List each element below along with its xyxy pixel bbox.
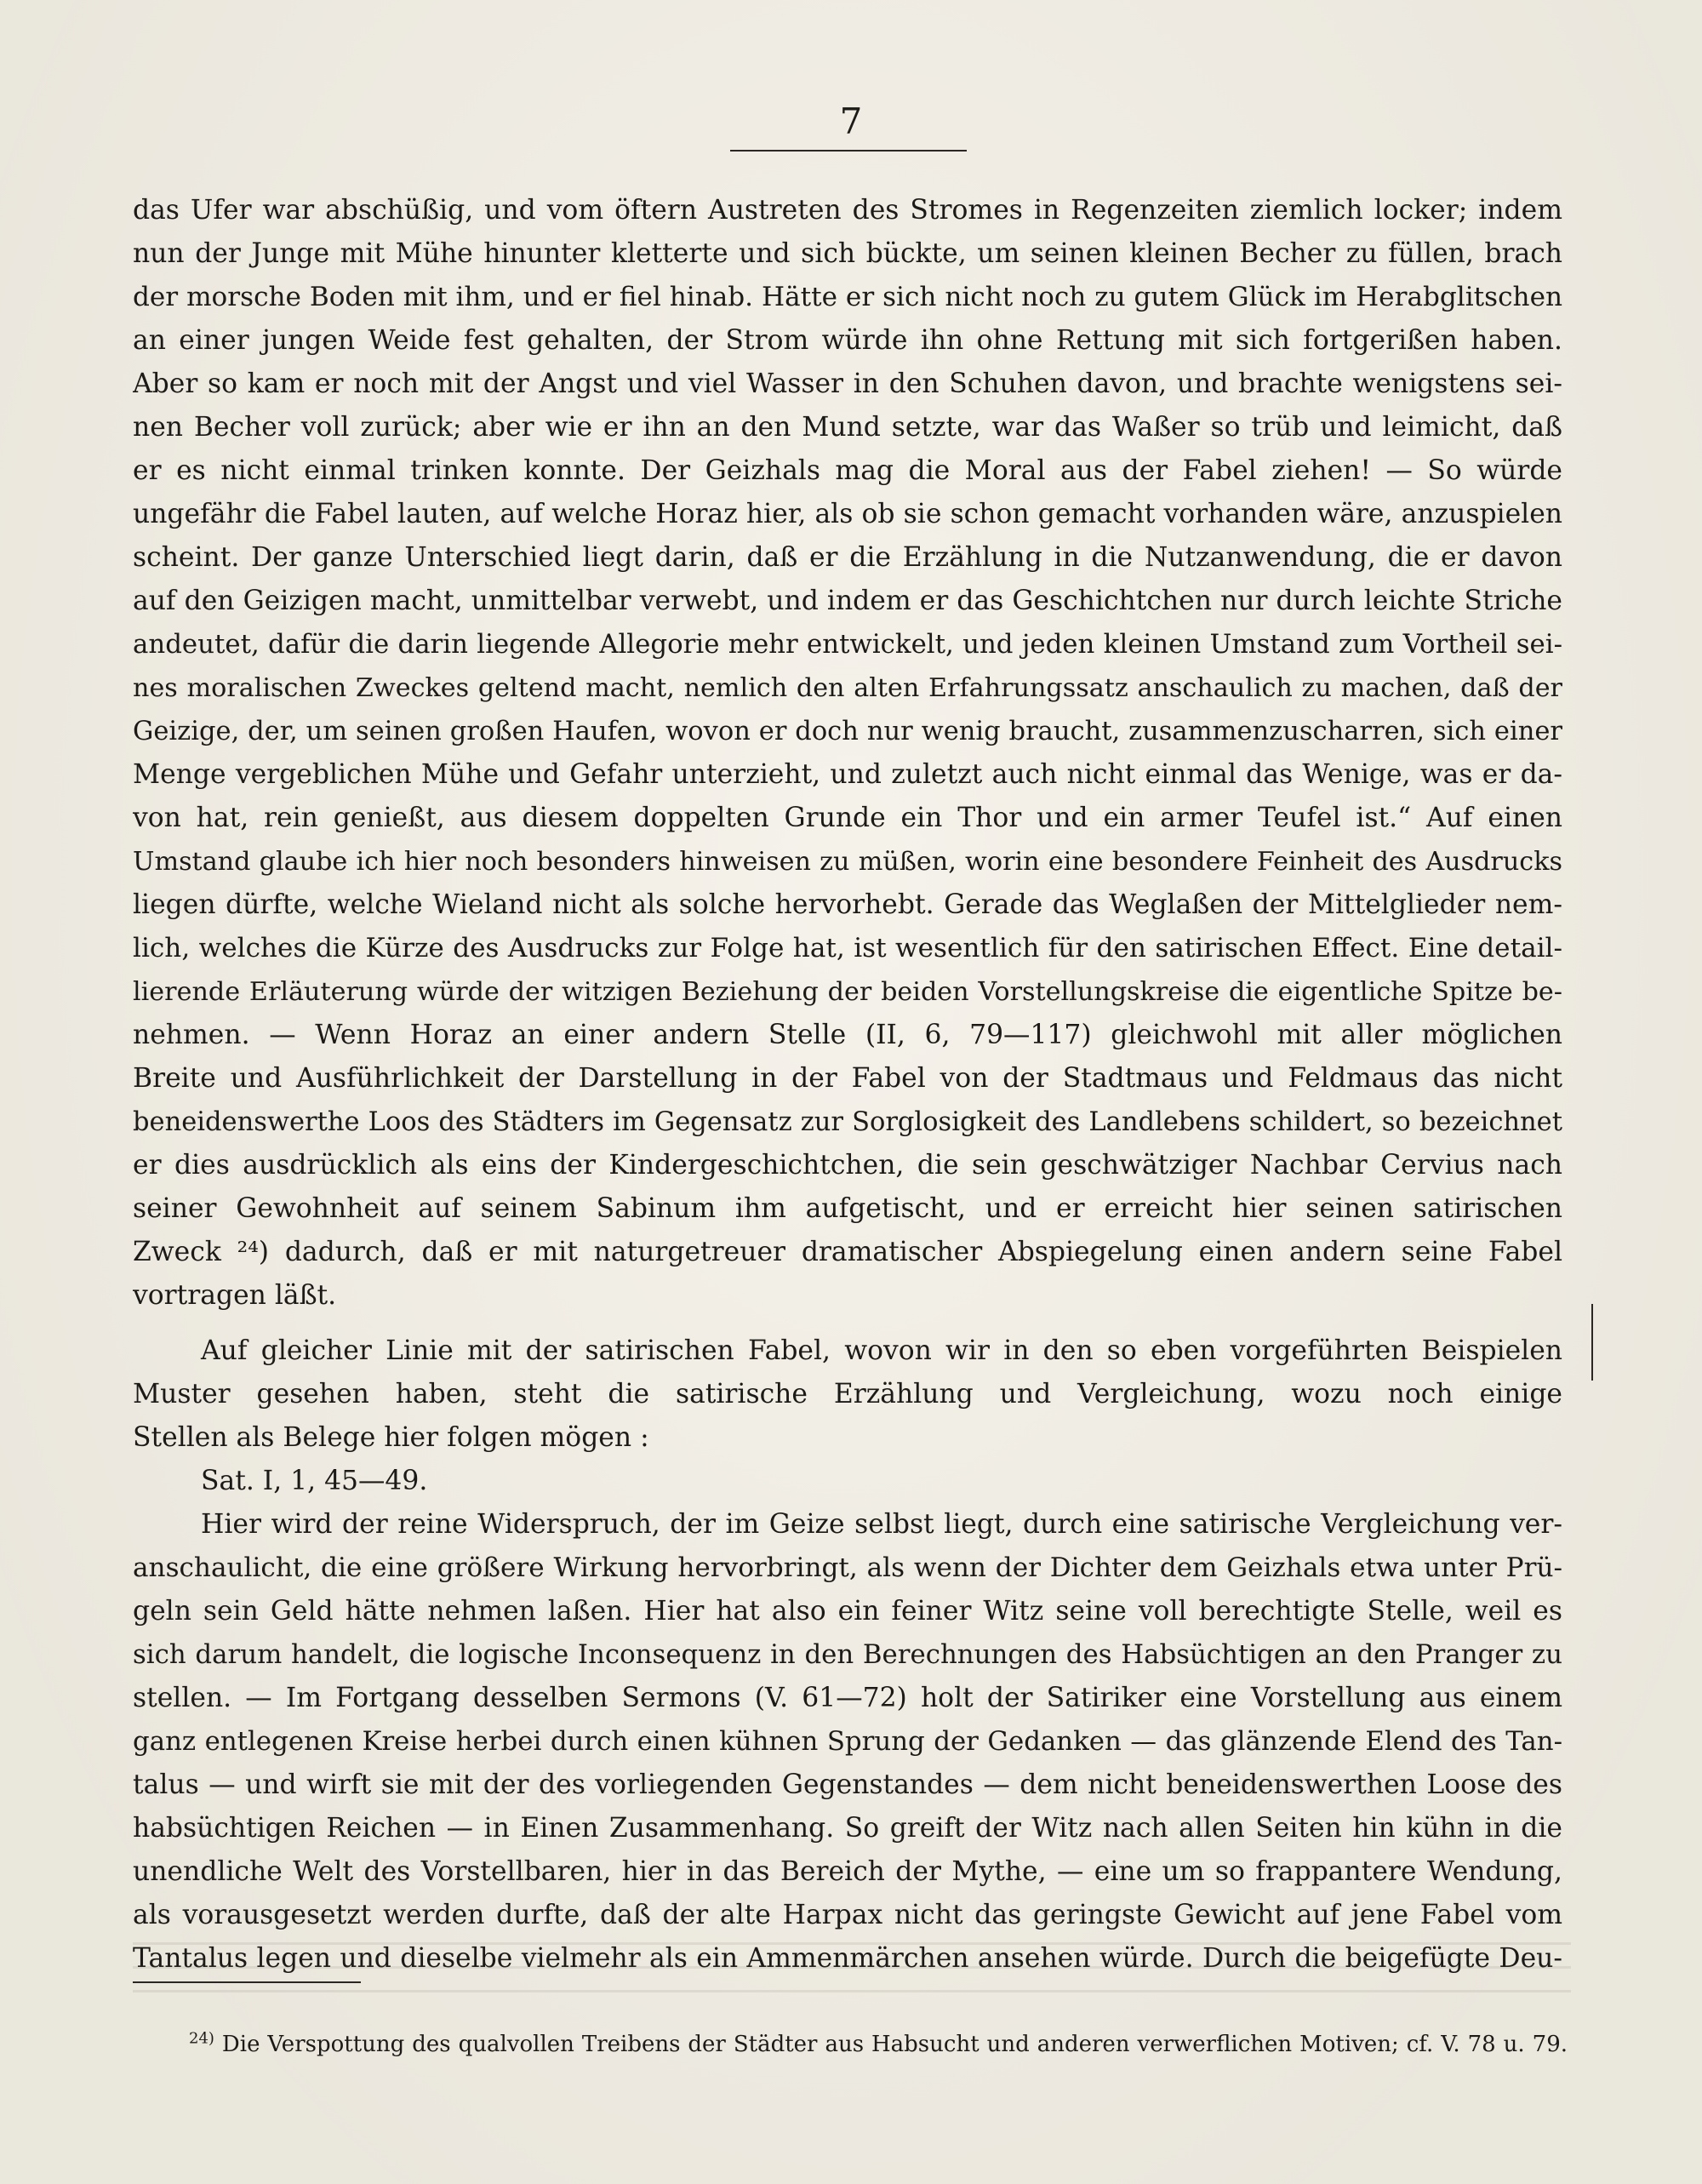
text-line: sich darum handelt, die logische Inconsequenz in den Berechnungen des Habsüchtigen an den Pranger zu: [133, 1639, 1562, 1670]
text-line: seiner Gewohnheit auf seinem Sabinum ihm aufgetischt, und er erreicht hier seinen satirischen: [133, 1193, 1562, 1224]
text-line: nun der Junge mit Mühe hinunter kletterte und sich bückte, um seinen kleinen Becher zu füllen, brach: [133, 238, 1562, 269]
footnote-rule: [133, 1981, 361, 1983]
text-line: der morsche Boden mit ihm, und er fiel hinab. Hätte er sich nicht noch zu gutem Glück im Herabglitschen: [133, 282, 1562, 312]
text-line: lich, welches die Kürze des Ausdrucks zur Folge hat, ist wesentlich für den satirischen Effect. Eine detail-: [133, 933, 1562, 963]
text-line: talus — und wirft sie mit der des vorliegenden Gegenstandes — dem nicht beneidenswerthen Loose des: [133, 1769, 1562, 1800]
text-line: stellen. — Im Fortgang desselben Sermons (V. 61—72) holt der Satiriker eine Vorstellung aus einem: [133, 1683, 1562, 1713]
text-line: das Ufer war abschüßig, und vom öftern Austreten des Stromes in Regenzeiten ziemlich locker; indem: [133, 195, 1562, 226]
text-line: als vorausgesetzt werden durfte, daß der alte Harpax nicht das geringste Gewicht auf jene Fabel vom: [133, 1900, 1562, 1930]
text-line: nes moralischen Zweckes geltend macht, nemlich den alten Erfahrungssatz anschaulich zu machen, daß der: [133, 673, 1562, 703]
text-line: geln sein Geld hätte nehmen laßen. Hier hat also ein feiner Witz seine voll berechtigte Stelle, weil es: [133, 1596, 1562, 1627]
text-line: unendliche Welt des Vorstellbaren, hier in das Bereich der Mythe, — eine um so frappantere Wendung,: [133, 1856, 1562, 1887]
paragraph-gap: [133, 1318, 1562, 1329]
text-line: Stellen als Belege hier folgen mögen :: [133, 1422, 649, 1453]
footnote-text: Die Verspottung des qualvollen Treibens der Städter aus Habsucht und anderen verwerflichen Motiven; cf. V. 78 u. 79.: [221, 2032, 1568, 2057]
text-line: Menge vergeblichen Mühe und Gefahr unterzieht, und zuletzt auch nicht einmal das Wenige, was er da-: [133, 759, 1562, 790]
body-text: [133, 189, 1562, 1981]
text-line: Breite und Ausführlichkeit der Darstellung in der Fabel von der Stadtmaus und Feldmaus das nicht: [133, 1063, 1562, 1094]
text-line: ganz entlegenen Kreise herbei durch einen kühnen Sprung der Gedanken — das glänzende Elend des Tan-: [133, 1726, 1562, 1757]
margin-mark: [1591, 1304, 1593, 1381]
text-line: nehmen. — Wenn Horaz an einer andern Stelle (II, 6, 79—117) gleichwohl mit aller möglichen: [133, 1020, 1562, 1050]
text-line: lierende Erläuterung würde der witzigen Beziehung der beiden Vorstellungskreise die eigentliche Spitze be-: [133, 977, 1562, 1007]
text-line: liegen dürfte, welche Wieland nicht als solche hervorhebt. Gerade das Weglaßen der Mittelglieder nem-: [133, 889, 1562, 920]
text-line: ungefähr die Fabel lauten, auf welche Horaz hier, als ob sie schon gemacht vorhanden wäre, anzuspielen: [133, 499, 1562, 529]
text-line: habsüchtigen Reichen — in Einen Zusammenhang. So greift der Witz nach allen Seiten hin kühn in die: [133, 1813, 1562, 1844]
text-line: Zweck ²⁴) dadurch, daß er mit naturgetreuer dramatischer Abspiegelung einen andern seine Fabel: [133, 1237, 1562, 1267]
footnote: [189, 2026, 1568, 2063]
text-line: er dies ausdrücklich als eins der Kindergeschichtchen, die sein geschwätziger Nachbar Cervius nach: [133, 1150, 1562, 1181]
text-line: auf den Geizigen macht, unmittelbar verwebt, und indem er das Geschichtchen nur durch leichte Striche: [133, 586, 1562, 616]
header-rule: [730, 150, 967, 152]
text-line: Umstand glaube ich hier noch besonders hinweisen zu müßen, worin eine besondere Feinheit des Ausdrucks: [133, 847, 1562, 877]
text-line: Auf gleicher Linie mit der satirischen Fabel, wovon wir in den so eben vorgeführten Beispielen: [201, 1335, 1562, 1366]
text-line: von hat, rein genießt, aus diesem doppelten Grunde ein Thor und ein armer Teufel ist.“ Auf einen: [133, 803, 1562, 833]
text-line: er es nicht einmal trinken konnte. Der Geizhals mag die Moral aus der Fabel ziehen! — So würde: [133, 455, 1562, 486]
text-line: Sat. I, 1, 45—49.: [201, 1466, 428, 1496]
bleed-through-texture: [133, 1930, 1571, 2007]
text-line: Hier wird der reine Widerspruch, der im Geize selbst liegt, durch eine satirische Vergleichung ver-: [201, 1509, 1562, 1540]
text-line: Tantalus legen und dieselbe vielmehr als ein Ammenmärchen ansehen würde. Durch die beigefügte Deu-: [133, 1943, 1562, 1974]
text-line: Aber so kam er noch mit der Angst und viel Wasser in den Schuhen davon, und brachte wenigstens sei-: [133, 369, 1562, 399]
text-line: vortragen läßt.: [133, 1280, 337, 1311]
text-line: andeutet, dafür die darin liegende Allegorie mehr entwickelt, und jeden kleinen Umstand zum Vortheil sei-: [133, 629, 1562, 660]
text-line: Geizige, der, um seinen großen Haufen, wovon er doch nur wenig braucht, zusammenzuscharren, sich einer: [133, 717, 1562, 746]
footnote-marker: 24): [189, 2029, 214, 2048]
text-line: nen Becher voll zurück; aber wie er ihn an den Mund setzte, war das Waßer so trüb und leimicht, daß: [133, 412, 1562, 443]
page-number: 7: [839, 100, 863, 142]
text-line: an einer jungen Weide fest gehalten, der Strom würde ihn ohne Rettung mit sich fortgerißen haben.: [133, 325, 1562, 356]
text-line: scheint. Der ganze Unterschied liegt darin, daß er die Erzählung in die Nutzanwendung, die er davon: [133, 542, 1562, 573]
text-line: beneidenswerthe Loos des Städters im Gegensatz zur Sorglosigkeit des Landlebens schildert, so bezeichnet: [133, 1107, 1562, 1137]
text-line: Muster gesehen haben, steht die satirische Erzählung und Vergleichung, wozu noch einige: [133, 1379, 1562, 1409]
text-line: anschaulicht, die eine größere Wirkung hervorbringt, als wenn der Dichter dem Geizhals etwa unter Prü-: [133, 1552, 1562, 1583]
